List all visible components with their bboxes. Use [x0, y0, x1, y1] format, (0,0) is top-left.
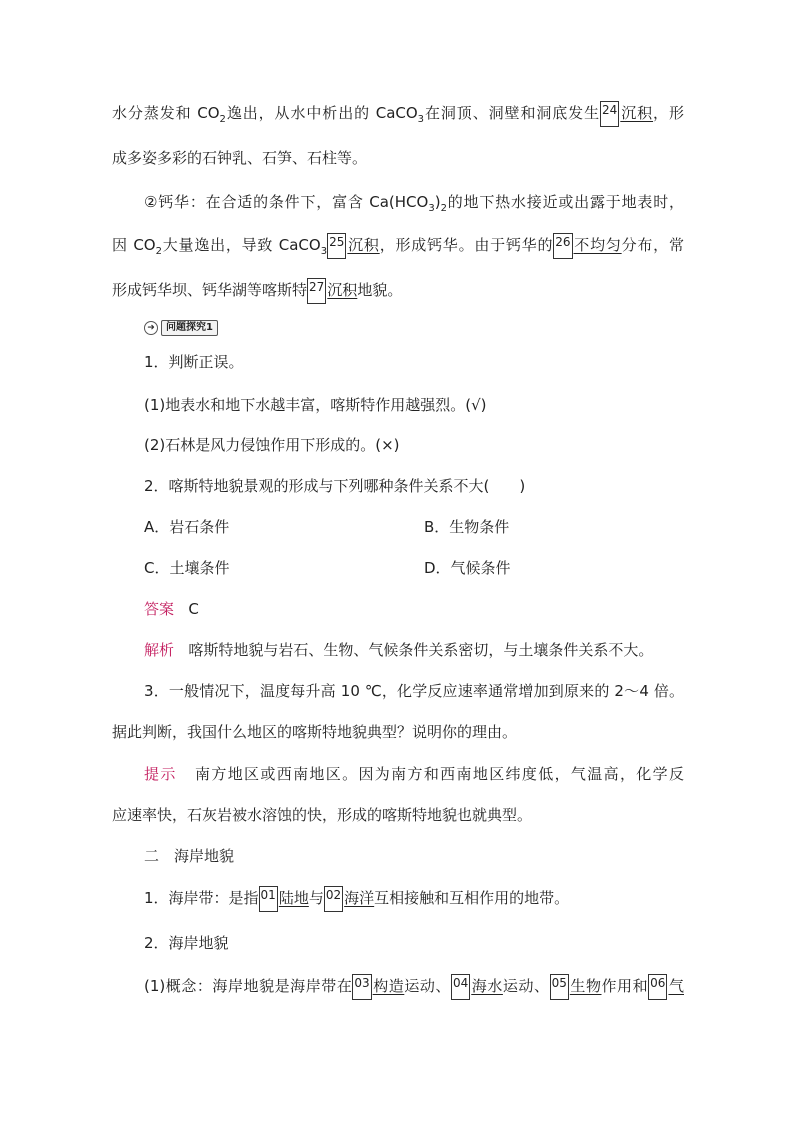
fill-answer-03: 构造 — [372, 977, 405, 995]
subscript: 2 — [440, 203, 447, 214]
blank-number-05: 05 — [550, 974, 569, 1000]
fill-answer-06: 气 — [668, 977, 684, 995]
text: 1．判断正误。 — [144, 353, 244, 371]
blank-number-01: 01 — [259, 886, 278, 912]
text: (1)地表水和地下水越丰富，喀斯特作用越强烈。(√) — [144, 396, 487, 414]
q2-title — [144, 469, 684, 503]
text: ) — [434, 193, 441, 211]
option-d: D．气候条件 — [424, 559, 511, 577]
text: 逸出，从水中析出的 CaCO — [225, 104, 418, 122]
fill-answer-24: 沉积 — [620, 104, 654, 122]
text: 的地下热水接近或出露于地表时， — [446, 193, 684, 211]
q1-statement-2 — [144, 428, 684, 462]
option-a: A．岩石条件 — [144, 518, 230, 536]
text: 运动、 — [502, 977, 550, 995]
text: 大量逸出，导致 CaCO — [161, 236, 321, 254]
para2-line3 — [112, 273, 684, 307]
subscript: 3 — [428, 203, 435, 214]
text: 3．一般情况下，温度每升高 10 ℃，化学反应速率通常增加到原来的 2～4 倍。 — [144, 682, 684, 700]
blank-number-02: 02 — [324, 886, 343, 912]
q3-line2 — [112, 715, 684, 749]
option-c: C．土壤条件 — [144, 559, 230, 577]
badge-label: 问题探究1 — [161, 320, 218, 336]
hint-label: 提示 — [144, 765, 177, 783]
answer-value: C — [188, 600, 199, 618]
text: 运动、 — [404, 977, 451, 995]
blank-number-04: 04 — [451, 974, 470, 1000]
para1-line1 — [112, 96, 684, 130]
para2-line2 — [112, 228, 684, 262]
text: 在洞顶、洞壁和洞底发生 — [424, 104, 601, 122]
fill-answer-04: 海水 — [471, 977, 503, 995]
blank-number-27: 27 — [307, 278, 326, 304]
text: 作用和 — [601, 977, 649, 995]
text: 分布，常 — [621, 236, 684, 254]
blank-number-26: 26 — [553, 233, 572, 259]
q2-analysis — [144, 633, 690, 667]
subscript: 2 — [219, 114, 226, 125]
text: 二 海岸地貌 — [144, 847, 235, 865]
text: 应速率快，石灰岩被水溶蚀的快，形成的喀斯特地貌也就典型。 — [112, 806, 533, 824]
q2-options-row2 — [144, 551, 684, 585]
fill-answer-26: 不均匀 — [573, 236, 622, 254]
text: (2)石林是风力侵蚀作用下形成的。(×) — [144, 436, 400, 454]
q2-answer — [144, 592, 684, 626]
para2-line1 — [144, 185, 684, 219]
text: 2．海岸地貌 — [144, 934, 229, 952]
q1-statement-1 — [144, 388, 684, 422]
analysis-label: 解析 — [144, 641, 175, 659]
fill-answer-01: 陆地 — [278, 889, 309, 907]
text: 水分蒸发和 CO — [112, 104, 220, 122]
fill-answer-25: 沉积 — [347, 236, 380, 254]
fill-answer-05: 生物 — [569, 977, 602, 995]
subscript: 3 — [417, 114, 425, 125]
text: ②钙华：在合适的条件下，富含 Ca(HCO — [144, 193, 429, 211]
sec2-item1 — [144, 881, 684, 915]
text: 因 CO — [112, 236, 156, 254]
blank-number-06: 06 — [648, 974, 667, 1000]
sec2-item2 — [144, 926, 684, 960]
subscript: 3 — [320, 246, 328, 257]
text: ，形成钙华。由于钙华的 — [379, 236, 554, 254]
blank-number-03: 03 — [352, 974, 371, 1000]
text: 据此判断，我国什么地区的喀斯特地貌典型？说明你的理由。 — [112, 723, 518, 741]
q2-options-row1 — [144, 510, 684, 544]
fill-answer-27: 沉积 — [327, 281, 358, 299]
hint-text: 南方地区或西南地区。因为南方和西南地区纬度低，气温高，化学反 — [195, 765, 684, 783]
q3-hint-line2 — [112, 798, 684, 832]
q1-title — [144, 345, 684, 379]
text: 形成钙华坝、钙华湖等喀斯特 — [112, 281, 308, 299]
q3-hint-line1 — [144, 757, 684, 791]
answer-label: 答案 — [144, 600, 175, 618]
text: (1)概念：海岸地貌是海岸带在 — [144, 977, 353, 995]
text: ，形 — [653, 104, 684, 122]
para1-line2 — [112, 141, 684, 175]
option-b: B．生物条件 — [424, 518, 510, 536]
blank-number-25: 25 — [327, 233, 346, 259]
fill-answer-02: 海洋 — [344, 889, 375, 907]
q3-line1 — [144, 674, 684, 708]
text: 成多姿多彩的石钟乳、石笋、石柱等。 — [112, 149, 368, 167]
subscript: 2 — [155, 246, 162, 257]
text: 1．海岸带：是指 — [144, 889, 259, 907]
analysis-text: 喀斯特地貌与岩石、生物、气候条件关系密切，与土壤条件关系不大。 — [188, 641, 654, 659]
blank-number-24: 24 — [600, 101, 619, 127]
text: 地貌。 — [357, 281, 403, 299]
text: 与 — [308, 889, 324, 907]
arrow-right-icon: ➜ — [144, 321, 158, 335]
text: 互相接触和互相作用的地带。 — [374, 889, 570, 907]
section-title — [144, 839, 684, 873]
text: 2．喀斯特地貌景观的形成与下列哪种条件关系不大( ) — [144, 477, 526, 495]
sec2-item3 — [144, 969, 684, 1003]
question-explore-badge — [144, 318, 218, 338]
